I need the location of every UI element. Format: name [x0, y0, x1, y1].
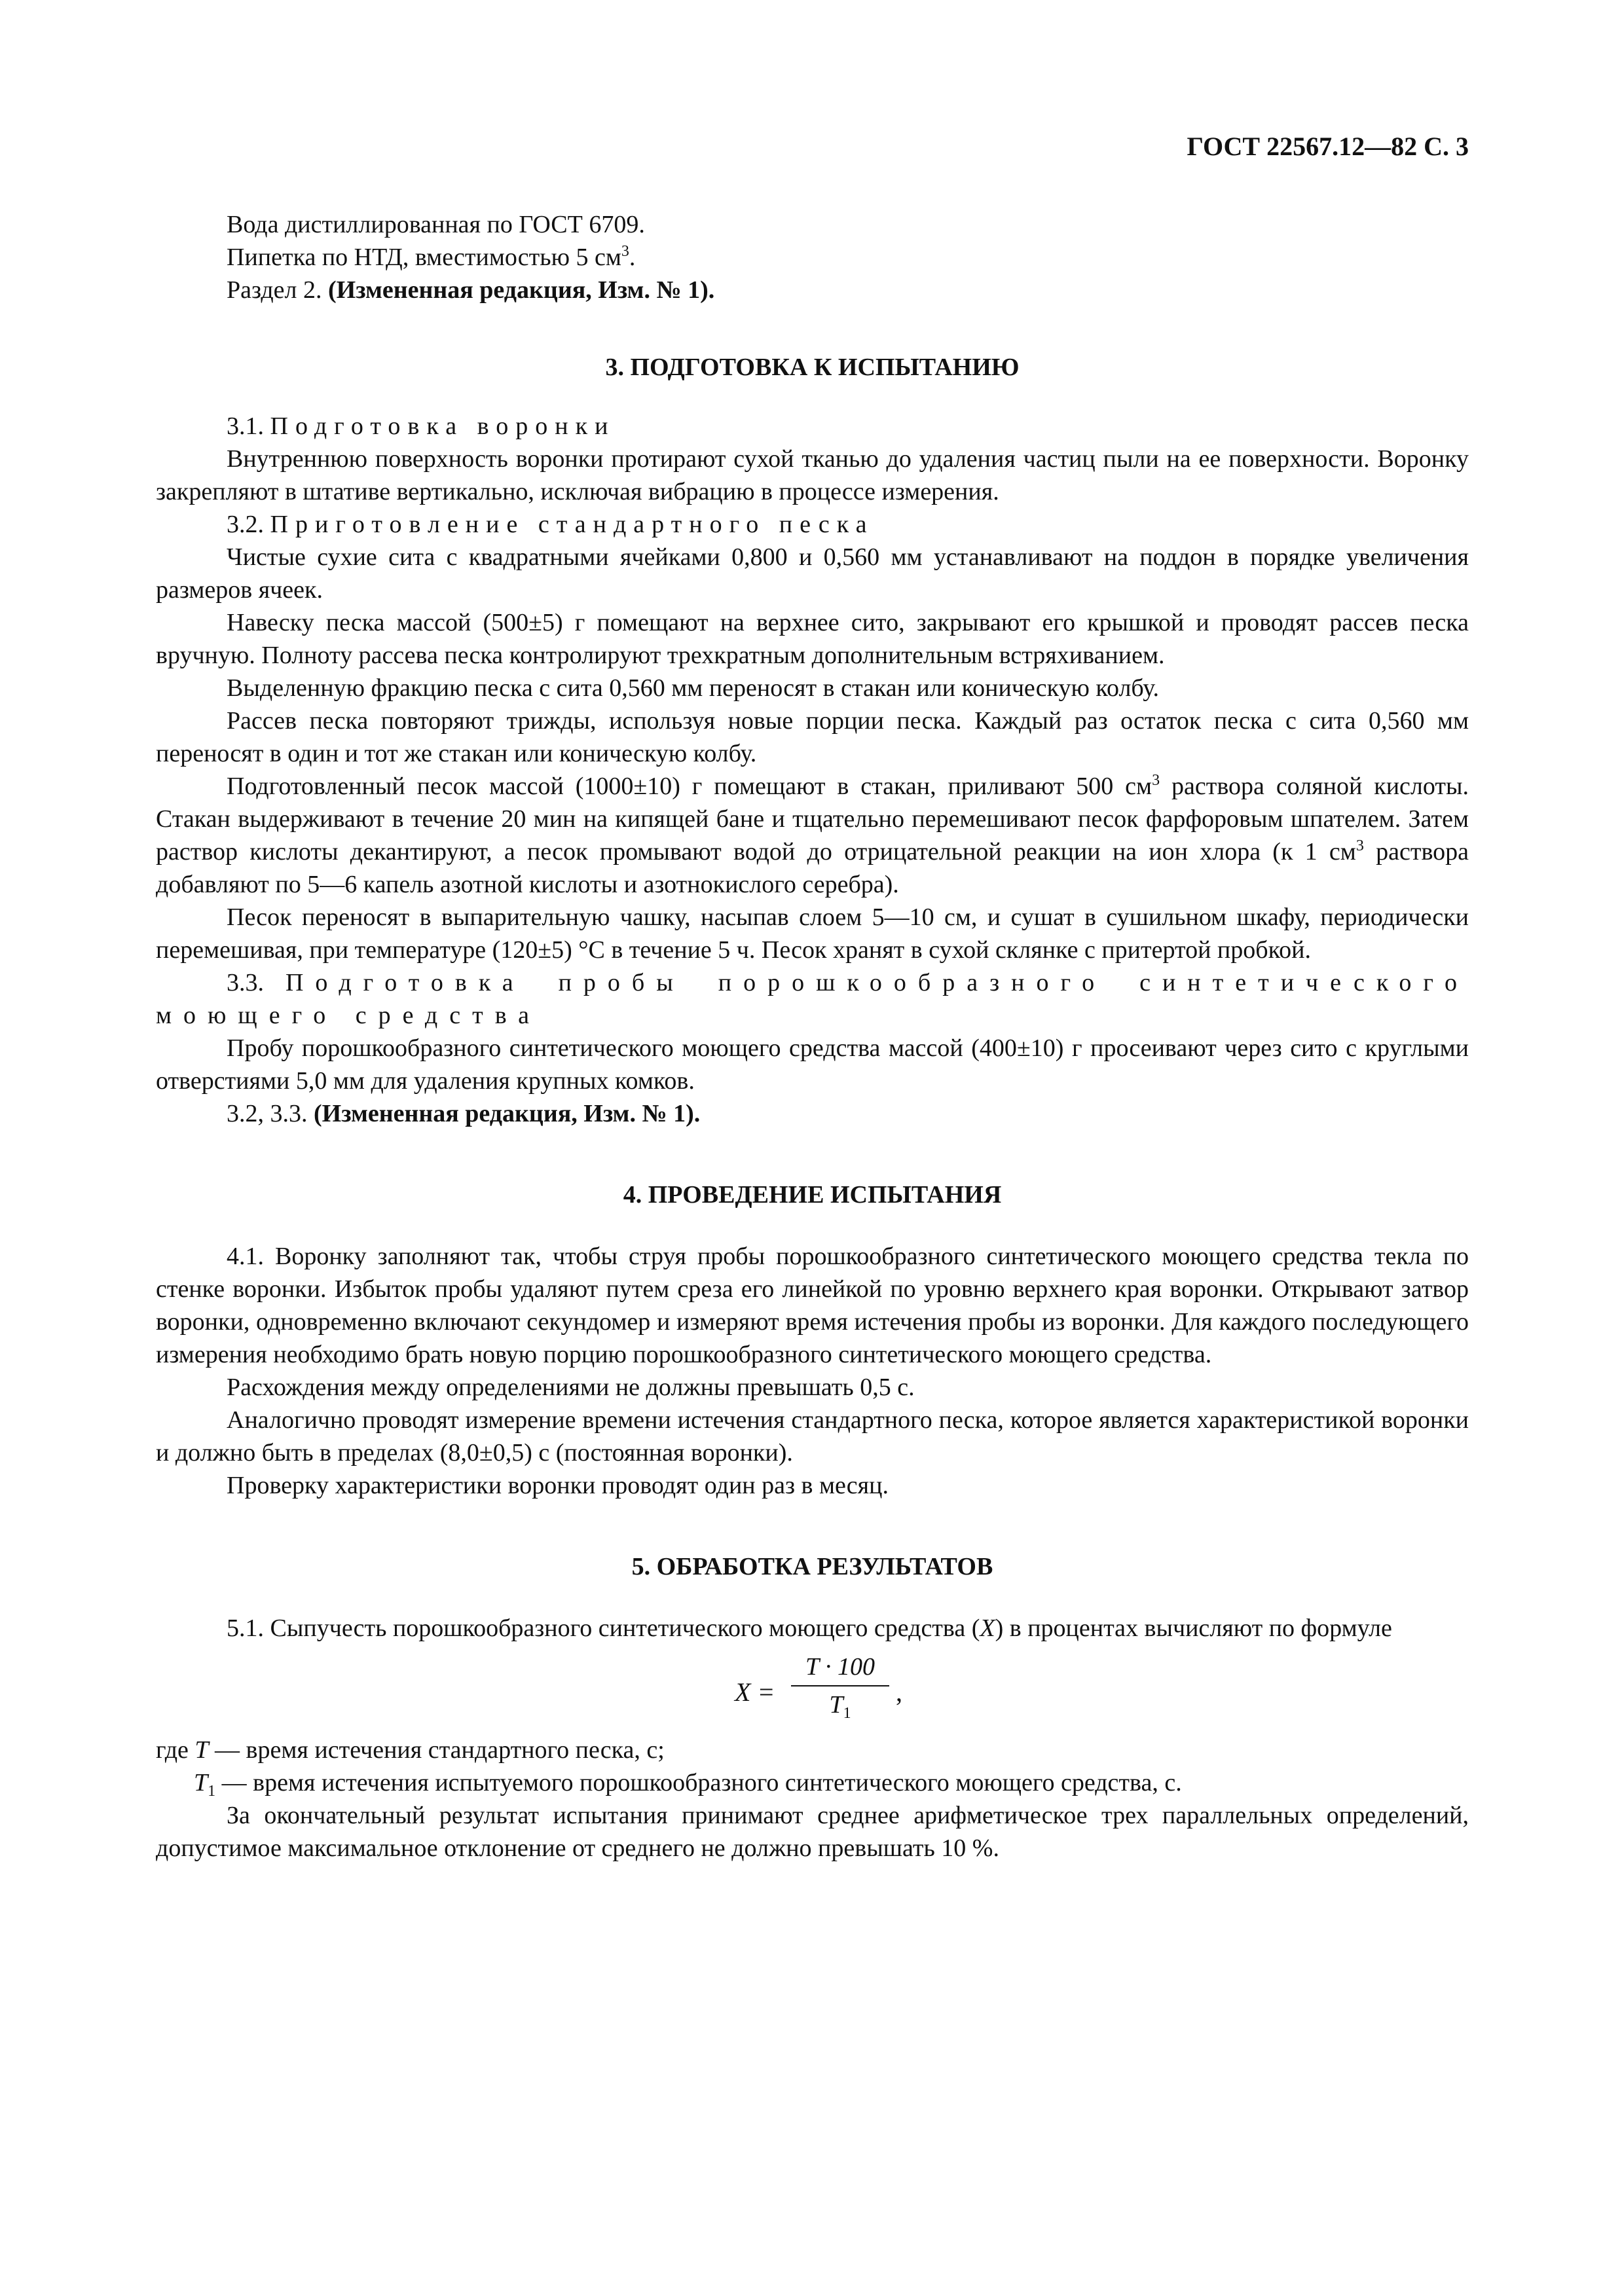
paragraph: Выделенную фракцию песка с сита 0,560 мм переносят в стакан или коническую колбу. — [227, 674, 1159, 702]
paragraph: За окончательный результат испытания принимают среднее арифметическое трех параллельных определений, допустимое максимальное отклонение от среднего не должно превышать 10 %. — [156, 1802, 1469, 1862]
section-3-amendment: 3.2, 3.3. (Измененная редакция, Изм. № 1). — [227, 1100, 701, 1127]
subsection-3-1-title: 3.1. Подготовка воронки — [227, 412, 616, 440]
intro-amendment: Раздел 2. (Измененная редакция, Изм. № 1). — [227, 276, 715, 304]
paragraph: 4.1. Воронку заполняют так, чтобы струя пробы порошкообразного синтетического моющего средства текла по стенке воронки. Избыток пробы удаляют путем среза его линейкой по уровню верхнего края воронки. Открывают затвор воронки, одновременно включают секундомер и измеряют время истечения пробы из воронки. Для каждого последующего измерения необходимо брать новую порцию порошкообразного синтетического моющего средства. — [156, 1243, 1469, 1368]
formula-comma: , — [896, 1677, 902, 1707]
section-4-heading: 4. ПРОВЕДЕНИЕ ИСПЫТАНИЯ — [623, 1181, 1002, 1209]
formula-fraction — [791, 1651, 889, 1721]
paragraph: Навеску песка массой (500±5) г помещают на верхнее сито, закрывают его крышкой и проводят рассев песка вручную. Полноту рассева песка контролируют трехкратным дополнительным встряхиванием. — [156, 609, 1469, 669]
paragraph: 5.1. Сыпучесть порошкообразного синтетического моющего средства (X) в процентах вычисляют по формуле — [227, 1614, 1392, 1642]
paragraph: Подготовленный песок массой (1000±10) г помещают в стакан, приливают 500 $см^3$ раствора соляной кислоты. Стакан выдерживают в течение 20 мин на кипящей бане и тщательно перемешивают песок фарфоровым шпателем. Затем раствор кислоты декантируют, а песок промывают водой до отрицательной реакции на ион хлора (к 1 $см^3$ раствора добавляют по 5—6 капель азотной кислоты и азотнокислого серебра). — [156, 772, 1469, 898]
paragraph: Пробу порошкообразного синтетического моющего средства массой (400±10) г просеивают через сито с круглыми отверстиями 5,0 мм для удаления крупных комков. — [156, 1034, 1469, 1095]
formula-denominator: $T_1$ — [829, 1691, 851, 1722]
paragraph: Внутреннюю поверхность воронки протирают сухой тканью до удаления частиц пыли на ее поверхности. Воронку закрепляют в штативе вертикально, исключая вибрацию в процессе измерения. — [156, 445, 1469, 505]
intro-pipette: Пипетка по НТД, вместимостью 5 $см^3$. — [227, 243, 636, 271]
paragraph: Проверку характеристики воронки проводят один раз в месяц. — [227, 1472, 889, 1499]
document-body — [156, 208, 1469, 1865]
paragraph: Рассев песка повторяют трижды, используя новые порции песка. Каждый раз остаток песка с сита 0,560 мм переносят в один и тот же стакан или коническую колбу. — [156, 707, 1469, 767]
where-T: где T — время истечения стандартного песка, с; — [156, 1736, 665, 1764]
subsection-3-3-title: 3.3. Подготовка пробы порошкообразного синтетического моющего средства — [156, 969, 1469, 1029]
paragraph: Аналогично проводят измерение времени истечения стандартного песка, которое является характеристикой воронки и должно быть в пределах (8,0±0,5) с (постоянная воронки). — [156, 1406, 1469, 1467]
section-3-heading: 3. ПОДГОТОВКА К ИСПЫТАНИЮ — [605, 354, 1020, 381]
formula — [156, 1649, 1469, 1734]
subsection-3-2-title: 3.2. Приготовление стандартного песка — [227, 511, 874, 538]
where-T1: $T_1$ — время истечения испытуемого порошкообразного синтетического моющего средства, с. — [194, 1769, 1182, 1800]
fraction-bar — [791, 1685, 889, 1686]
section-5-heading: 5. ОБРАБОТКА РЕЗУЛЬТАТОВ — [631, 1553, 993, 1580]
paragraph: Песок переносят в выпарительную чашку, насыпав слоем 5—10 см, и сушат в сушильном шкафу, периодически перемешивая, при температуре (120±5) °С в течение 5 ч. Песок хранят в сухой склянке с притертой пробкой. — [156, 903, 1469, 964]
paragraph: Расхождения между определениями не должны превышать 0,5 с. — [227, 1374, 915, 1401]
page-header: ГОСТ 22567.12—82 С. 3 — [1187, 132, 1469, 161]
paragraph: Чистые сухие сита с квадратными ячейками 0,800 и 0,560 мм устанавливают на поддон в порядке увеличения размеров ячеек. — [156, 543, 1469, 604]
formula-lhs: X = — [735, 1677, 775, 1707]
intro-water: Вода дистиллированная по ГОСТ 6709. — [227, 211, 645, 238]
formula-numerator: T · 100 — [805, 1653, 875, 1681]
